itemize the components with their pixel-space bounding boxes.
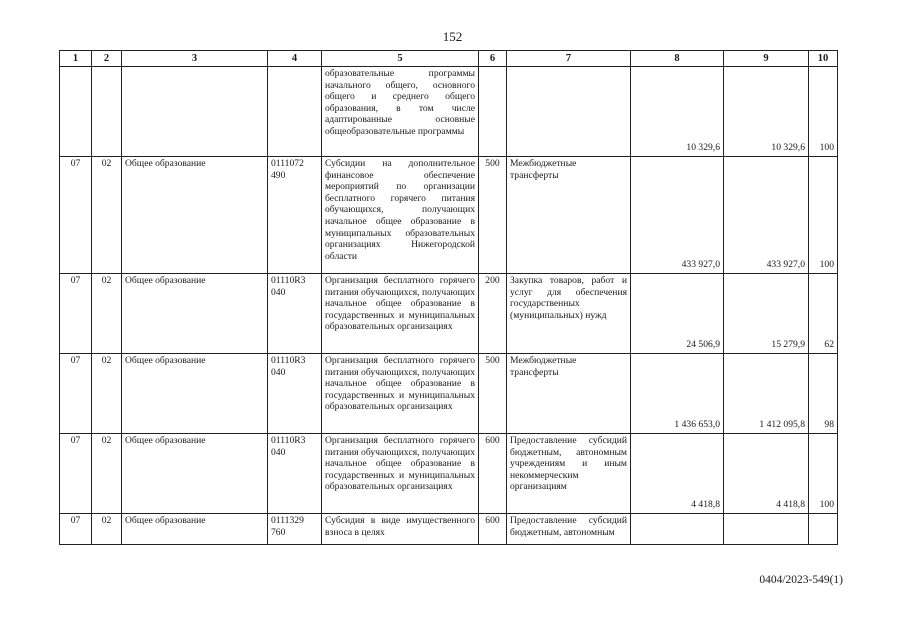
expense-type-name: Предоставление субсидий бюджетным, автономным bbox=[507, 514, 631, 545]
article-description: Субсидии на дополнительное финансовое обеспечение мероприятий по организации бесплатного горячего питания обучающихся, получающих начальное общее образование в муниципальных образовательных организациях Нижегородской области bbox=[322, 157, 479, 274]
actual-amount: 4 418,8 bbox=[724, 434, 809, 514]
column-header: 3 bbox=[122, 51, 268, 67]
table-header-row bbox=[60, 51, 838, 67]
actual-amount bbox=[724, 514, 809, 545]
section-code: 07 bbox=[60, 274, 92, 354]
column-header: 6 bbox=[479, 51, 507, 67]
column-header: 7 bbox=[507, 51, 631, 67]
section-name: Общее образование bbox=[122, 157, 268, 274]
subsection-code: 02 bbox=[92, 434, 122, 514]
execution-percent: 100 bbox=[809, 434, 838, 514]
subsection-code: 02 bbox=[92, 274, 122, 354]
execution-percent bbox=[809, 514, 838, 545]
expense-type-code bbox=[479, 67, 507, 157]
target-article-code: 0111072 490 bbox=[268, 157, 322, 274]
document-code: 0404/2023-549(1) bbox=[759, 574, 843, 586]
expense-type-code: 500 bbox=[479, 157, 507, 274]
actual-amount: 1 412 095,8 bbox=[724, 354, 809, 434]
table-row bbox=[60, 274, 838, 354]
target-article-code: 01110R3 040 bbox=[268, 434, 322, 514]
column-header: 2 bbox=[92, 51, 122, 67]
column-header: 1 bbox=[60, 51, 92, 67]
actual-amount: 10 329,6 bbox=[724, 67, 809, 157]
section-code: 07 bbox=[60, 434, 92, 514]
target-article-code: 0111329 760 bbox=[268, 514, 322, 545]
table-row bbox=[60, 434, 838, 514]
planned-amount: 4 418,8 bbox=[631, 434, 724, 514]
column-header: 10 bbox=[809, 51, 838, 67]
actual-amount: 433 927,0 bbox=[724, 157, 809, 274]
planned-amount: 1 436 653,0 bbox=[631, 354, 724, 434]
table-row bbox=[60, 157, 838, 274]
section-name: Общее образование bbox=[122, 514, 268, 545]
article-description: Организация бесплатного горячего питания обучающихся, получающих начальное общее образование в государственных и муниципальных образовательных организациях bbox=[322, 354, 479, 434]
subsection-code: 02 bbox=[92, 157, 122, 274]
subsection-code: 02 bbox=[92, 354, 122, 434]
planned-amount bbox=[631, 514, 724, 545]
target-article-code bbox=[268, 67, 322, 157]
table-row bbox=[60, 354, 838, 434]
column-header: 5 bbox=[322, 51, 479, 67]
expense-type-name: Межбюджетные трансферты bbox=[507, 354, 631, 434]
page-number: 152 bbox=[442, 29, 463, 44]
subsection-code bbox=[92, 67, 122, 157]
target-article-code: 01110R3 040 bbox=[268, 354, 322, 434]
actual-amount: 15 279,9 bbox=[724, 274, 809, 354]
column-header: 9 bbox=[724, 51, 809, 67]
column-header: 4 bbox=[268, 51, 322, 67]
section-code: 07 bbox=[60, 354, 92, 434]
expense-type-name bbox=[507, 67, 631, 157]
expense-type-name: Предоставление субсидий бюджетным, автономным учреждениям и иным некоммерческим организациям bbox=[507, 434, 631, 514]
execution-percent: 62 bbox=[809, 274, 838, 354]
section-code: 07 bbox=[60, 157, 92, 274]
article-description: образовательные программы начального общего, основного общего и среднего общего образования, в том числе адаптированные основные общеобразовательные программы bbox=[322, 67, 479, 157]
planned-amount: 433 927,0 bbox=[631, 157, 724, 274]
table-row bbox=[60, 67, 838, 157]
expense-type-code: 200 bbox=[479, 274, 507, 354]
expense-type-code: 600 bbox=[479, 514, 507, 545]
section-name: Общее образование bbox=[122, 274, 268, 354]
planned-amount: 10 329,6 bbox=[631, 67, 724, 157]
subsection-code: 02 bbox=[92, 514, 122, 545]
expense-type-code: 600 bbox=[479, 434, 507, 514]
budget-table bbox=[59, 50, 838, 545]
section-name: Общее образование bbox=[122, 434, 268, 514]
section-name bbox=[122, 67, 268, 157]
column-header: 8 bbox=[631, 51, 724, 67]
expense-type-name: Межбюджетные трансферты bbox=[507, 157, 631, 274]
section-code: 07 bbox=[60, 514, 92, 545]
execution-percent: 100 bbox=[809, 67, 838, 157]
expense-type-code: 500 bbox=[479, 354, 507, 434]
section-name: Общее образование bbox=[122, 354, 268, 434]
expense-type-name: Закупка товаров, работ и услуг для обеспечения государственных (муниципальных) нужд bbox=[507, 274, 631, 354]
article-description: Организация бесплатного горячего питания обучающихся, получающих начальное общее образование в государственных и муниципальных образовательных организациях bbox=[322, 274, 479, 354]
article-description: Субсидия в виде имущественного взноса в целях bbox=[322, 514, 479, 545]
planned-amount: 24 506,9 bbox=[631, 274, 724, 354]
target-article-code: 01110R3 040 bbox=[268, 274, 322, 354]
execution-percent: 100 bbox=[809, 157, 838, 274]
article-description: Организация бесплатного горячего питания обучающихся, получающих начальное общее образование в государственных и муниципальных образовательных организациях bbox=[322, 434, 479, 514]
table-row bbox=[60, 514, 838, 545]
execution-percent: 98 bbox=[809, 354, 838, 434]
section-code bbox=[60, 67, 92, 157]
